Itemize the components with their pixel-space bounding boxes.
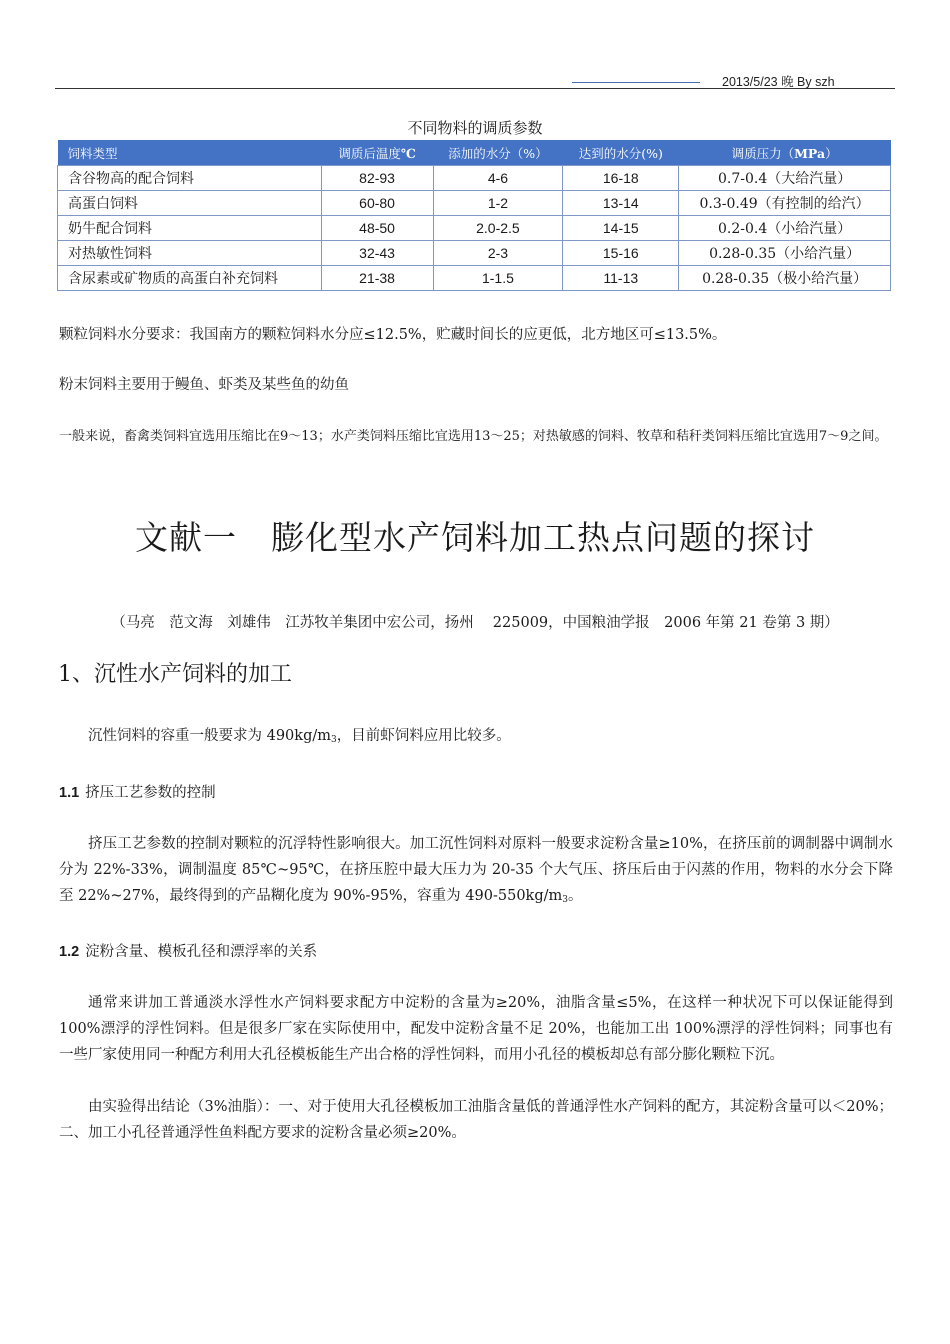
cell-type: 含尿素或矿物质的高蛋白补充饲料 <box>58 266 322 291</box>
cell-added-water: 4-6 <box>433 166 563 191</box>
cell-type: 奶牛配合饲料 <box>58 216 322 241</box>
cell-added-water: 1-2 <box>433 191 563 216</box>
table-row <box>58 216 891 241</box>
cell-reached-water: 16-18 <box>563 166 679 191</box>
header-accent-line <box>572 82 700 83</box>
header-rule <box>55 88 895 89</box>
superscript-3: 3 <box>562 895 568 905</box>
cell-pressure: 0.2-0.4（小给汽量） <box>679 216 891 241</box>
article-title: 文献一 膨化型水产饲料加工热点问题的探讨 <box>135 518 815 557</box>
col-header-type: 饲料类型 <box>58 140 322 166</box>
cell-temp: 82-93 <box>321 166 433 191</box>
col-header-pressure-unit: MPa <box>794 145 826 161</box>
paragraph-starch: 通常来讲加工普通淡水浮性水产饲料要求配方中淀粉的含量为≥20%，油脂含量≤5%，在这样一种状况下可以保证能得到 100%漂浮的浮性饲料。但是很多厂家在实际使用中，配发中淀粉含量不足 20%，也能加工出 100%漂浮的浮性饲料；同事也有一些厂家使用同一种配方利用大孔径模板能生产出合格的浮性饲料，而用小孔径的模板却总有部分膨化颗粒下沉。 <box>59 995 893 1063</box>
paragraph-bulk-density <box>59 723 893 753</box>
table-caption: 不同物料的调质参数 <box>407 119 543 137</box>
paragraph-conclusion: 由实验得出结论（3%油脂）：一、对于使用大孔径模板加工油脂含量低的普通浮性水产饲料的配方，其淀粉含量可以＜20%；二、加工小孔径普通浮性鱼料配方要求的淀粉含量必须≥20%。 <box>59 1099 893 1141</box>
paragraph-text: 沉性饲料的容重一般要求为 490kg/m <box>88 728 331 744</box>
section-number: 1.1 <box>59 785 80 801</box>
section-heading-1-1 <box>59 781 216 802</box>
section-number: 1.2 <box>59 944 80 960</box>
compression-note: 一般来说，畜禽类饲料宜选用压缩比在9～13；水产类饲料压缩比宜选用13～25；对热敏感的饲料、牧草和秸秆类饲料压缩比宜选用7～9之间。 <box>59 429 888 444</box>
table-row <box>58 191 891 216</box>
cell-reached-water: 11-13 <box>563 266 679 291</box>
paragraph-text: 。 <box>567 888 583 904</box>
cell-added-water: 2.0-2.5 <box>433 216 563 241</box>
moisture-note: 颗粒饲料水分要求：我国南方的颗粒饲料水分应≤12.5%，贮藏时间长的应更低，北方地区可≤13.5%。 <box>59 327 727 343</box>
section-heading-1: 1、沉性水产饲料的加工 <box>58 662 292 687</box>
cell-temp: 48-50 <box>321 216 433 241</box>
section-title: 挤压工艺参数的控制 <box>85 785 216 801</box>
col-header-pressure <box>679 140 891 166</box>
cell-temp: 21-38 <box>321 266 433 291</box>
cell-pressure: 0.3-0.49（有控制的给汽） <box>679 191 891 216</box>
col-header-temp <box>321 140 433 166</box>
table-row <box>58 266 891 291</box>
cell-pressure: 0.7-0.4（大给汽量） <box>679 166 891 191</box>
cell-pressure: 0.28-0.35（极小给汽量） <box>679 266 891 291</box>
col-header-added-water: 添加的水分（%） <box>433 140 563 166</box>
cell-type: 含谷物高的配合饲料 <box>58 166 322 191</box>
cell-temp: 60-80 <box>321 191 433 216</box>
cell-added-water: 2-3 <box>433 241 563 266</box>
paragraph-text: ，目前虾饲料应用比较多。 <box>336 728 511 744</box>
col-header-temp-unit: ℃ <box>400 145 416 161</box>
section-title: 淀粉含量、模板孔径和漂浮率的关系 <box>85 944 318 960</box>
paragraph-extrusion <box>59 831 893 913</box>
paragraph-text: 挤压工艺参数的控制对颗粒的沉浮特性影响很大。加工沉性饲料对原料一般要求淀粉含量≥10%，在挤压前的调制器中调制水分为 22%-33%，调制温度 85℃~95℃，在挤压腔中最大压力为 20-35 个大气压、挤压后由于闪蒸的作用，物料的水分会下降至 22%~27%，最终得到的产品糊化度为 90%-95%，容重为 490-550kg/m <box>59 836 893 904</box>
powder-note: 粉末饲料主要用于鳗鱼、虾类及某些鱼的幼鱼 <box>59 377 349 393</box>
cell-reached-water: 13-14 <box>563 191 679 216</box>
section-heading-1-2 <box>59 940 317 961</box>
col-header-reached-water: 达到的水分(%) <box>563 140 679 166</box>
article-citation: （马亮 范文海 刘雄伟 江苏牧羊集团中宏公司，扬州 225009，中国粮油学报 2006 年第 21 卷第 3 期） <box>111 615 839 631</box>
col-header-pressure-label: 调质压力（ <box>731 145 795 161</box>
col-header-pressure-close: ） <box>825 145 838 161</box>
cell-type: 对热敏性饲料 <box>58 241 322 266</box>
table-header-row <box>58 140 891 166</box>
cell-type: 高蛋白饲料 <box>58 191 322 216</box>
cell-reached-water: 15-16 <box>563 241 679 266</box>
cell-pressure: 0.28-0.35（小给汽量） <box>679 241 891 266</box>
superscript-3: 3 <box>331 735 337 745</box>
header-date: 2013/5/23 晚 By szh <box>722 75 835 89</box>
cell-reached-water: 14-15 <box>563 216 679 241</box>
cell-temp: 32-43 <box>321 241 433 266</box>
conditioning-table <box>57 140 891 291</box>
table-row <box>58 166 891 191</box>
col-header-temp-label: 调质后温度 <box>338 145 401 161</box>
table-row <box>58 241 891 266</box>
cell-added-water: 1-1.5 <box>433 266 563 291</box>
